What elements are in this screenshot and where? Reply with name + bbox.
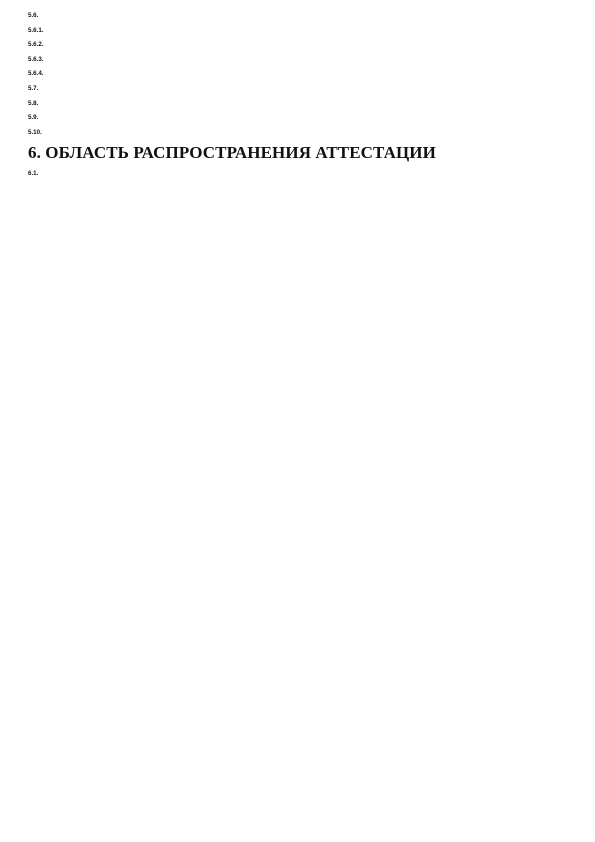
section-number: 5.8. (28, 99, 39, 107)
section-number: 6.1. (28, 170, 39, 178)
section-number: 5.6. (28, 12, 39, 19)
section-5-9 (28, 114, 567, 123)
section-5-6-1 (28, 27, 567, 36)
section-number: 5.7. (28, 84, 39, 92)
section-number: 5.6.1. (28, 26, 44, 34)
section-number: 5.10. (28, 128, 42, 136)
section-5-10 (28, 129, 567, 138)
section-number: 5.6.4. (28, 70, 44, 78)
section-6-heading: 6. ОБЛАСТЬ РАСПРОСТРАНЕНИЯ АТТЕСТАЦИИ (28, 143, 436, 163)
section-5-6-3 (28, 56, 567, 65)
section-5-6-4 (28, 70, 567, 79)
section-5-6-2 (28, 41, 567, 50)
section-number: 5.9. (28, 114, 39, 122)
section-5-8 (28, 100, 567, 109)
section-number: 5.6.2. (28, 41, 44, 49)
section-6-1 (28, 170, 567, 179)
section-number: 5.6.3. (28, 55, 44, 63)
section-5-6 (28, 12, 567, 21)
section-5-7 (28, 85, 567, 94)
